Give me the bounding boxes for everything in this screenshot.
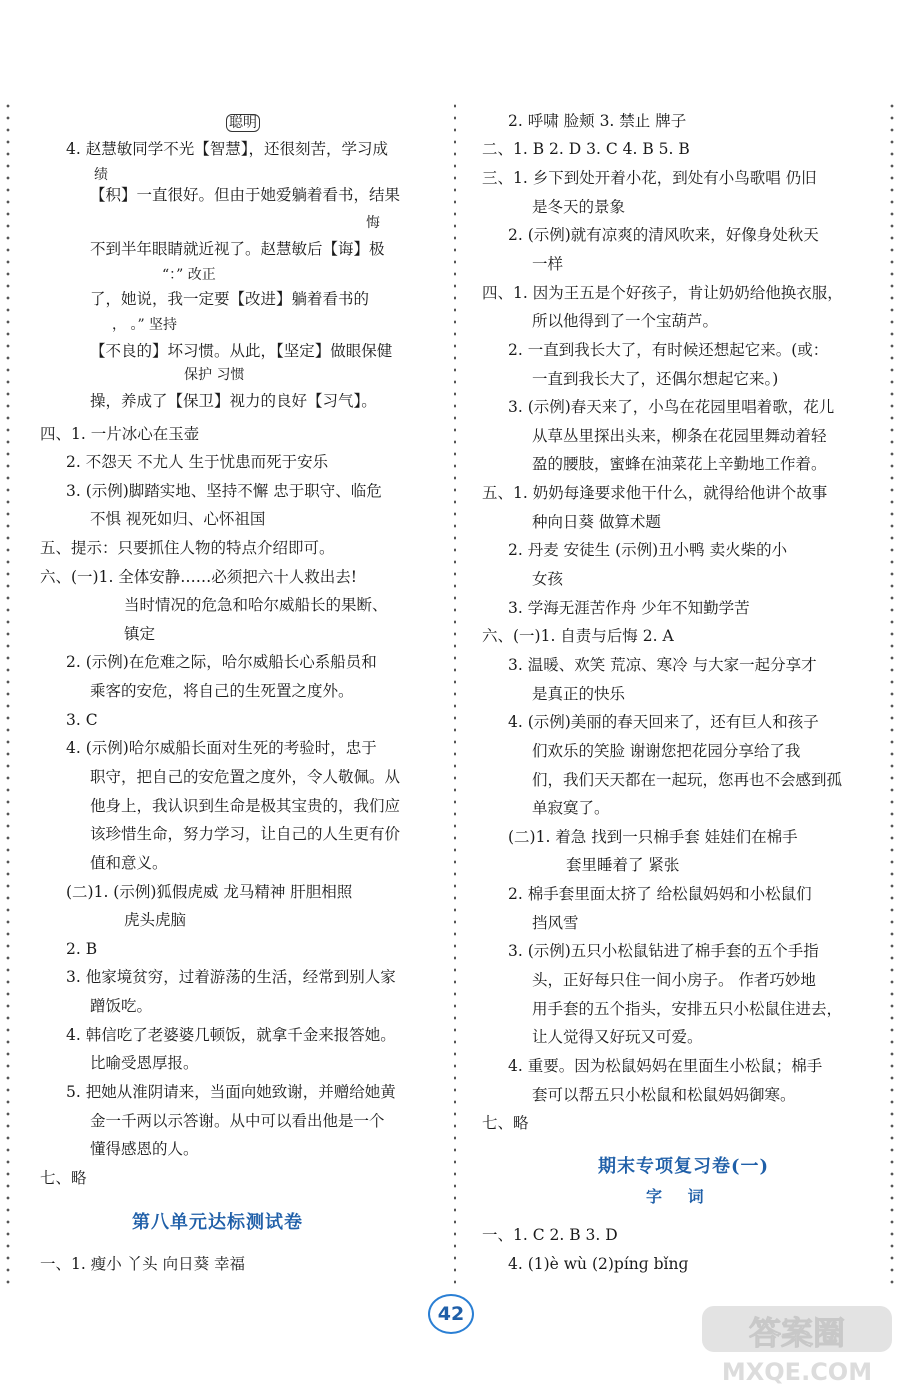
answer-line: 七、略 bbox=[482, 1114, 529, 1132]
annotation-text: “：” 改正 bbox=[162, 267, 216, 283]
answer-line: 2. (示例)就有凉爽的清风吹来，好像身处秋天 bbox=[508, 226, 819, 244]
answer-line: 不惧 视死如归、心怀祖国 bbox=[90, 510, 266, 528]
answer-line: 蹭饭吃。 bbox=[90, 997, 153, 1015]
annotation-text: ， 。” 坚持 bbox=[112, 317, 178, 333]
answer-line: 5. 把她从淮阴请来，当面向她致谢，并赠给她黄 bbox=[66, 1083, 396, 1101]
answer-line: 让人觉得又好玩又可爱。 bbox=[532, 1028, 703, 1046]
answer-line: 从草丛里探出头来，柳条在花园里舞动着轻 bbox=[532, 427, 827, 445]
answer-line: 种向日葵 做算术题 bbox=[532, 513, 661, 531]
annotation-text: 聪明 bbox=[226, 112, 260, 134]
annotation-text: 绩 bbox=[94, 167, 108, 183]
answer-line: 3. 他家境贫穷，过着游荡的生活，经常到别人家 bbox=[66, 968, 396, 986]
answer-line: 4. 重要。因为松鼠妈妈在里面生小松鼠；棉手 bbox=[508, 1057, 823, 1075]
answer-line: 五、提示：只要抓住人物的特点介绍即可。 bbox=[40, 539, 335, 557]
answer-line: 3. (示例)脚踏实地、坚持不懈 忠于职守、临危 bbox=[66, 482, 382, 500]
svg-text:答案圈: 答案圈 bbox=[748, 1314, 846, 1352]
answer-line: 2. 呼啸 脸颊 3. 禁止 牌子 bbox=[508, 112, 687, 130]
answer-line: 单寂寞了。 bbox=[532, 799, 610, 817]
answer-line: 了，她说，我一定要【改进】躺着看书的 bbox=[90, 290, 370, 308]
answer-line: 4. (示例)哈尔威船长面对生死的考验时，忠于 bbox=[66, 739, 377, 757]
answer-line: 四、1. 因为王五是个好孩子，肯让奶奶给他换衣服， bbox=[482, 284, 843, 302]
answer-line: 七、略 bbox=[40, 1169, 87, 1187]
answer-line: 3. (示例)春天来了，小鸟在花园里唱着歌，花儿 bbox=[508, 398, 835, 416]
answer-line: 他身上，我认识到生命是极其宝贵的，我们应 bbox=[90, 797, 401, 815]
answer-line: 2. 一直到我长大了，有时候还想起它来。(或： bbox=[508, 341, 829, 359]
answer-line: 挡风雪 bbox=[532, 914, 579, 932]
annotation-text: 悔 bbox=[366, 215, 380, 231]
answer-line: 2. 丹麦 安徒生 (示例)丑小鸭 卖火柴的小 bbox=[508, 541, 788, 559]
right-dotted-border bbox=[889, 100, 895, 1290]
answer-line: 一样 bbox=[532, 255, 564, 273]
answer-line: 用手套的五个指头，安排五只小松鼠住进去， bbox=[532, 1000, 843, 1018]
answer-line: 【不良的】坏习惯。从此，【坚定】做眼保健 bbox=[90, 342, 393, 360]
answer-line: 4. 韩信吃了老婆婆几顿饭，就拿千金来报答她。 bbox=[66, 1026, 396, 1044]
answer-line: 一、1. 瘦小 丫头 向日葵 幸福 bbox=[40, 1255, 245, 1273]
answer-line: 2. (示例)在危难之际，哈尔威船长心系船员和 bbox=[66, 653, 377, 671]
answer-line: 六、(一)1. 自责与后悔 2. A bbox=[482, 627, 674, 645]
answer-line: 所以他得到了一个宝葫芦。 bbox=[532, 312, 719, 330]
annotation-text: 保护 习惯 bbox=[184, 367, 245, 383]
left-dotted-border bbox=[5, 100, 11, 1290]
answer-line: 比喻受恩厚报。 bbox=[90, 1054, 199, 1072]
watermark-logo bbox=[700, 1300, 895, 1386]
answer-line: 3. (示例)五只小松鼠钻进了棉手套的五个手指 bbox=[508, 942, 819, 960]
answer-line: 2. 棉手套里面太挤了 给松鼠妈妈和小松鼠们 bbox=[508, 885, 812, 903]
page-number: 42 bbox=[428, 1294, 474, 1334]
answer-line: 们，我们天天都在一起玩，您再也不会感到孤 bbox=[532, 771, 843, 789]
section-title: 期末专项复习卷(一) bbox=[598, 1156, 770, 1177]
answer-line: 2. 不怨天 不尤人 生于忧患而死于安乐 bbox=[66, 453, 329, 471]
answer-line: 一、1. C 2. B 3. D bbox=[482, 1226, 618, 1244]
answer-line: 套里睡着了 紧张 bbox=[566, 856, 680, 874]
answer-line: 2. B bbox=[66, 940, 98, 958]
answer-line: 该珍惜生命，努力学习，让自己的人生更有价 bbox=[90, 825, 401, 843]
answer-line: (二)1. (示例)狐假虎威 龙马精神 肝胆相照 bbox=[66, 883, 353, 901]
answer-line: 镇定 bbox=[124, 625, 156, 643]
answer-line: 4. (示例)美丽的春天回来了，还有巨人和孩子 bbox=[508, 713, 819, 731]
answer-line: 四、1. 一片冰心在玉壶 bbox=[40, 425, 200, 443]
answer-line: 五、1. 奶奶每逢要求他干什么，就得给他讲个故事 bbox=[482, 484, 828, 502]
answer-line: 六、(一)1. 全体安静……必须把六十人救出去! bbox=[40, 568, 358, 586]
answer-line: 4. (1)è wù (2)pínɡ bǐnɡ bbox=[508, 1255, 689, 1273]
svg-text:MXQE.COM: MXQE.COM bbox=[721, 1358, 873, 1386]
answer-line: (二)1. 着急 找到一只棉手套 娃娃们在棉手 bbox=[508, 828, 798, 846]
answer-line: 盈的腰肢，蜜蜂在油菜花上辛勤地工作着。 bbox=[532, 455, 827, 473]
answer-line: 一直到我长大了，还偶尔想起它来。) bbox=[532, 370, 779, 388]
answer-line: 3. C bbox=[66, 711, 98, 729]
answer-line: 不到半年眼睛就近视了。赵慧敏后【诲】极 bbox=[90, 240, 385, 258]
answer-line: 三、1. 乡下到处开着小花，到处有小鸟歌唱 仍旧 bbox=[482, 169, 817, 187]
answer-line: 职守，把自己的安危置之度外，令人敬佩。从 bbox=[90, 768, 401, 786]
section-subtitle: 字 词 bbox=[646, 1187, 714, 1206]
answer-line: 3. 学海无涯苦作舟 少年不知勤学苦 bbox=[508, 599, 750, 617]
answer-line: 二、1. B 2. D 3. C 4. B 5. B bbox=[482, 140, 690, 158]
answer-line: 是真正的快乐 bbox=[532, 685, 626, 703]
answer-line: 操，养成了【保卫】视力的良好【习气】。 bbox=[90, 392, 377, 410]
answer-line: 是冬天的景象 bbox=[532, 198, 626, 216]
answer-line: 懂得感恩的人。 bbox=[90, 1140, 199, 1158]
answer-line: 金一千两以示答谢。从中可以看出他是一个 bbox=[90, 1112, 385, 1130]
answer-line: 头，正好每只住一间小房子。 作者巧妙地 bbox=[532, 971, 816, 989]
answer-line: 们欢乐的笑脸 谢谢您把花园分享给了我 bbox=[532, 742, 801, 760]
answer-line: 【积】一直很好。但由于她爱躺着看书，结果 bbox=[90, 186, 401, 204]
answer-line: 虎头虎脑 bbox=[124, 911, 187, 929]
answer-line: 3. 温暖、欢笑 荒凉、寒冷 与大家一起分享才 bbox=[508, 656, 817, 674]
column-divider bbox=[454, 100, 456, 1290]
answer-line: 女孩 bbox=[532, 570, 564, 588]
answer-line: 值和意义。 bbox=[90, 854, 168, 872]
section-title: 第八单元达标测试卷 bbox=[132, 1212, 303, 1233]
answer-line: 套可以帮五只小松鼠和松鼠妈妈御寒。 bbox=[532, 1086, 796, 1104]
answer-line: 当时情况的危急和哈尔威船长的果断、 bbox=[124, 596, 388, 614]
answer-line: 乘客的安危，将自己的生死置之度外。 bbox=[90, 682, 354, 700]
answer-line: 4. 赵慧敏同学不光【智慧】，还很刻苦，学习成 bbox=[66, 140, 388, 158]
